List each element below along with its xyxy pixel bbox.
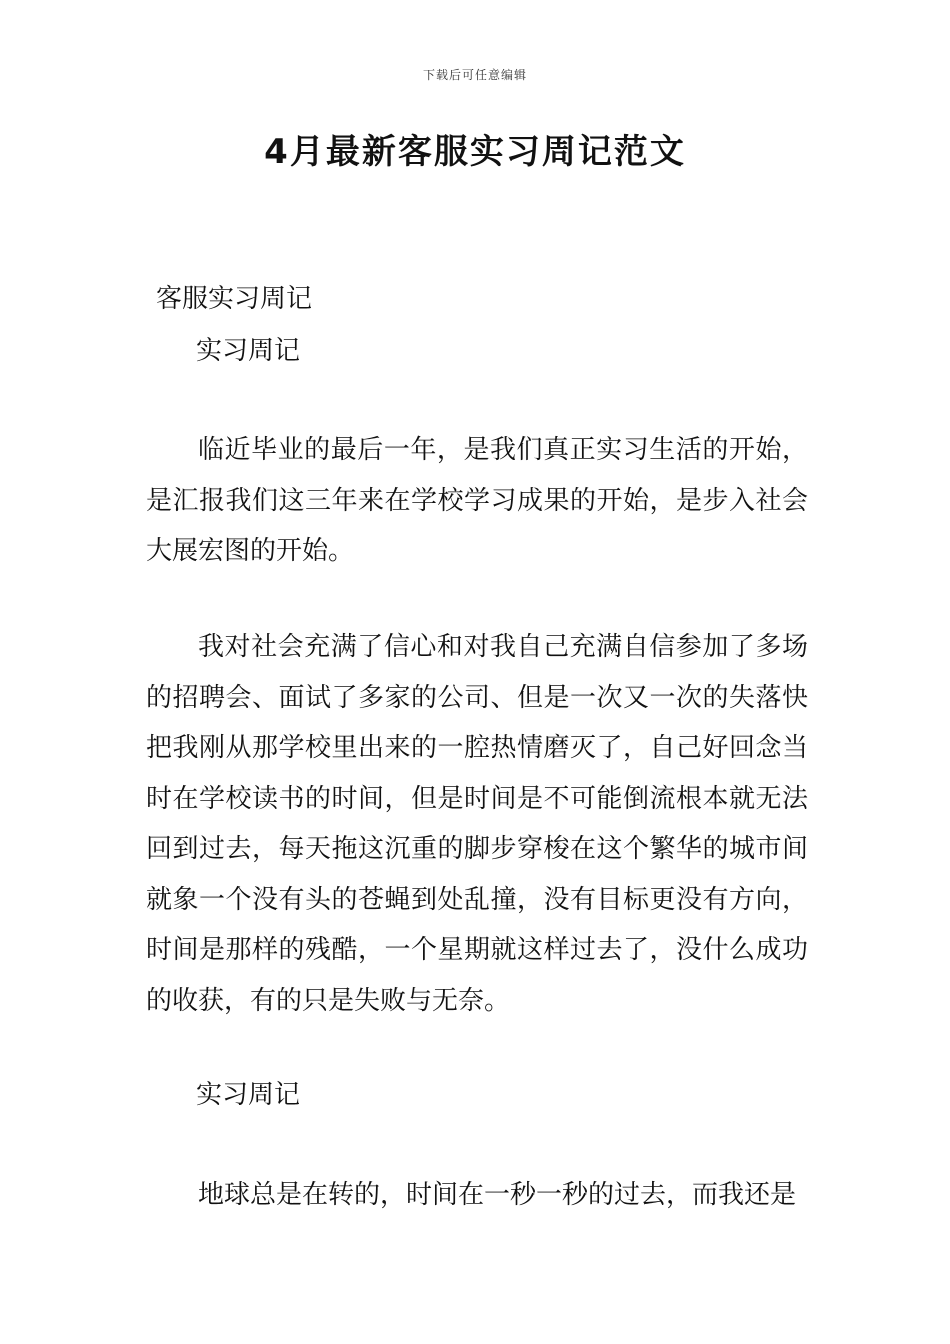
section-heading: 客服实习周记: [156, 284, 313, 314]
subsection-heading: 实习周记: [196, 1080, 301, 1110]
paragraph: 地球总是在转的，时间在一秒一秒的过去，而我还是: [198, 1180, 797, 1210]
header-note: 下载后可任意编辑: [422, 68, 527, 82]
paragraph: 我对社会充满了信心和对我自己充满自信参加了多场的招聘会、面试了多家的公司、但是一次又一次的失落快把我刚从那学校里出来的一腔热情磨灭了，自己好回念当时在学校读书的时间，但是时间是不可能倒流根本就无法回到过去，每天拖这沉重的脚步穿梭在这个繁华的城市间就象一个没有头的苍蝇到处乱撞，没有目标更没有方向，时间是那样的残酷，一个星期就这样过去了，没什么成功的收获，有的只是失败与无奈。: [146, 632, 808, 1016]
document-title: 4月最新客服实习周记范文: [264, 132, 686, 172]
paragraph: 临近毕业的最后一年，是我们真正实习生活的开始，是汇报我们这三年来在学校学习成果的开始，是步入社会大展宏图的开始。: [146, 435, 808, 566]
subsection-heading: 实习周记: [196, 336, 301, 366]
